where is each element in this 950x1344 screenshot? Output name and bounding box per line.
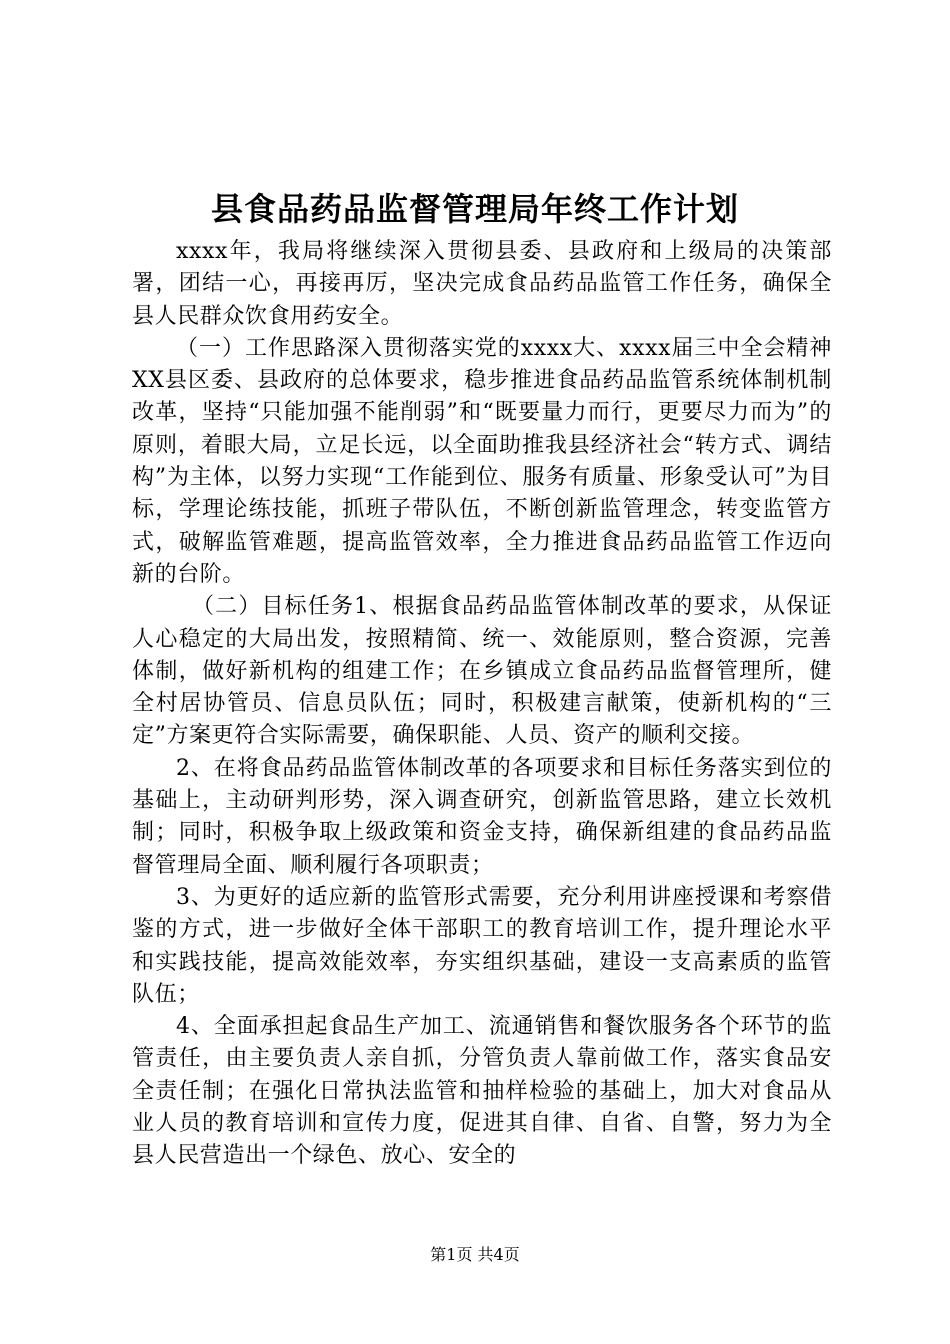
paragraph-goals-3: 3、为更好的适应新的监管形式需要，充分利用讲座授课和考察借鉴的方式，进一步做好全体干部职工的教育培训工作，提升理论水平和实践技能，提高效能效率，夯实组织基础，建设一支高素质的监管队伍； [132,884,832,1007]
paragraph-work-approach: （一）工作思路深入贯彻落实党的xxxx大、xxxx届三中全会精神XX县区委、县政府的总体要求，稳步推进食品药品监管系统体制机制改革，坚持“只能加强不能削弱”和“既要量力而行，更要尽力而为”的原则，着眼大局，立足长远，以全面助推我县经济社会“转方式、调结构”为主体，以努力实现“工作能到位、服务有质量、形象受认可”为目标，学理论练技能，抓班子带队伍，不断创新监管理念，转变监管方式，破解监管难题，提高监管效率，全力推进食品药品监管工作迈向新的台阶。 [132,335,832,587]
document-body [132,236,832,1173]
paragraph-goals-2: 2、在将食品药品监管体制改革的各项要求和目标任务落实到位的基础上，主动研判形势，深入调查研究，创新监管思路，建立长效机制；同时，积极争取上级政策和资金支持，确保新组建的食品药品监督管理局全面、顺利履行各项职责； [132,755,832,878]
paragraph-goals-4: 4、全面承担起食品生产加工、流通销售和餐饮服务各个环节的监管责任，由主要负责人亲自抓，分管负责人靠前做工作，落实食品安全责任制；在强化日常执法监管和抽样检验的基础上，加大对食品从业人员的教育培训和宣传力度，促进其自律、自省、自警，努力为全县人民营造出一个绿色、放心、安全的 [132,1014,832,1169]
page-number-footer: 第1页 共4页 [430,1245,520,1264]
paragraph-goals-1: （二）目标任务1、根据食品药品监管体制改革的要求，从保证人心稳定的大局出发，按照精简、统一、效能原则，整合资源，完善体制，做好新机构的组建工作；在乡镇成立食品药品监督管理所，健全村居协管员、信息员队伍；同时，积极建言献策，使新机构的“三定”方案更符合实际需要，确保职能、人员、资产的顺利交接。 [132,594,832,749]
paragraph-intro: xxxx年，我局将继续深入贯彻县委、县政府和上级局的决策部署，团结一心，再接再厉，坚决完成食品药品监管工作任务，确保全县人民群众饮食用药安全。 [132,239,832,329]
document-title: 县食品药品监督管理局年终工作计划 [210,190,739,228]
